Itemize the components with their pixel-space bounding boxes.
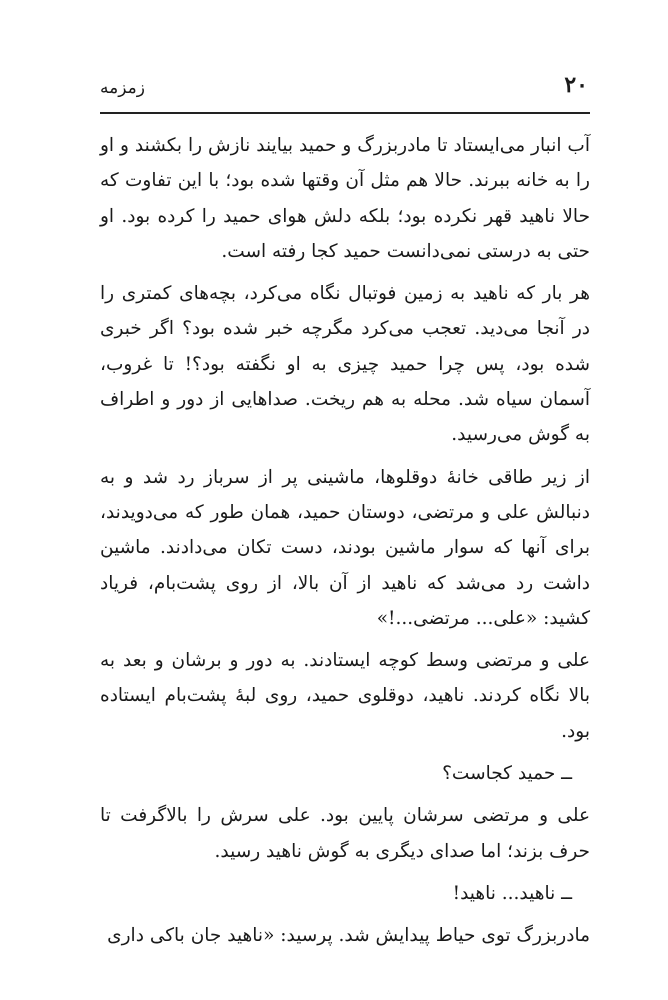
running-title: زمزمه — [100, 78, 145, 98]
paragraph: هر بار که ناهید به زمین فوتبال نگاه می‌کرد، بچه‌های کمتری را در آنجا می‌دید. تعجب می‌کرد مگرچه خبر شده بود؟ اگر خبری شده بود، پس چرا حمید چیزی به او نگفته بود؟! تا غروب، آسمان سیاه شد. محله به هم ریخت. صداهایی از دور و اطراف به گوش می‌رسید. — [100, 283, 590, 446]
paragraph: از زیر طاقی خانهٔ دوقلوها، ماشینی پر از سرباز رد شد و به دنبالش علی و مرتضی، دوستان حمید، همان طور که می‌دویدند، برای آنها که سوار ماشین بودند، دست تکان می‌دادند. ماشین داشت رد می‌شد که ناهید از آن بالا، از روی پشت‌بام، فریاد کشید: «علی... مرتضی...!» — [100, 466, 590, 629]
header-rule — [100, 112, 590, 114]
page-number: ۲۰ — [564, 72, 588, 98]
paragraph: علی و مرتضی سرشان پایین بود. علی سرش را بالاگرفت تا حرف بزند؛ اما صدای دیگری به گوش ناهید رسید. — [100, 805, 590, 862]
paragraph: علی و مرتضی وسط کوچه ایستادند. به دور و برشان و بعد به بالا نگاه کردند. ناهید، دوقلوی حمید، روی لبهٔ پشت‌بام ایستاده بود. — [100, 650, 590, 742]
paragraph: مادربزرگ توی حیاط پیدایش شد. پرسید: «ناهید جان باکی داری — [107, 925, 590, 947]
paragraph: آب انبار می‌ایستاد تا مادربزرگ و حمید بیایند نازش را بکشند و او را به خانه ببرند. حالا هم مثل آن وقتها شده بود؛ با این تفاوت که حالا ناهید قهر نکرده بود؛ بلکه دلش هوای حمید را کرده بود. او حتی به درستی نمی‌دانست حمید کجا رفته است. — [100, 135, 590, 262]
page-header — [100, 72, 588, 112]
dialogue-line: ــ حمید کجاست؟ — [442, 763, 572, 785]
dialogue-line: ــ ناهید... ناهید! — [452, 882, 572, 904]
body-text — [100, 128, 590, 961]
